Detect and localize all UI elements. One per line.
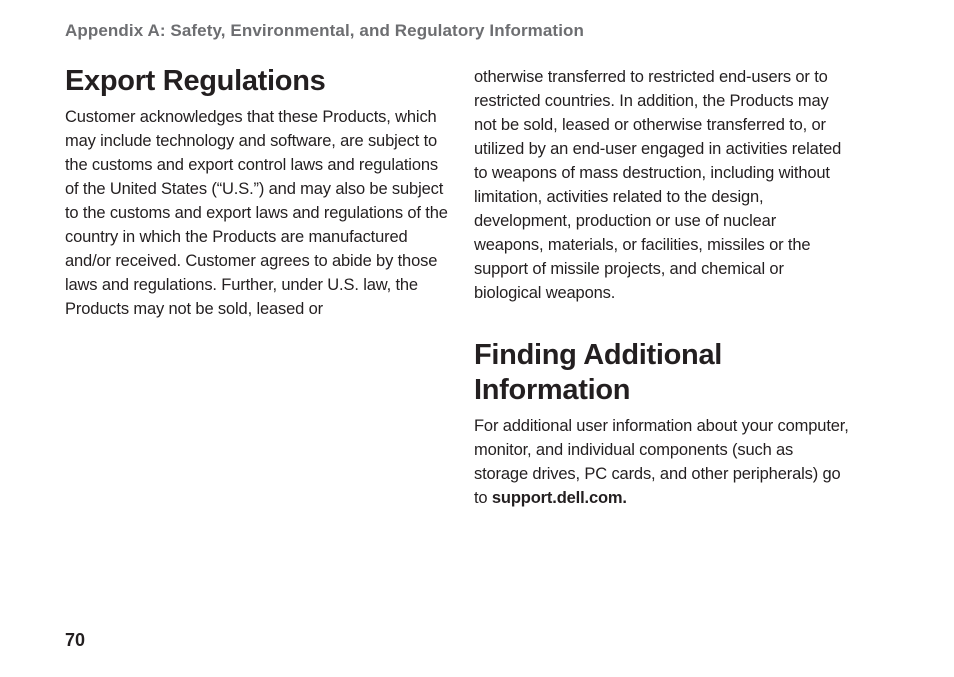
page-number: 70	[65, 630, 86, 650]
finding-additional-information-heading: Finding Additional Information	[474, 339, 723, 406]
finding-additional-information-body	[474, 414, 849, 510]
export-regulations-body-part1: Customer acknowledges that these Products, which may include technology and software, are subject to the customs and export control laws and regulations of the United States (“U.S.”) and may also be subject to the customs and export laws and regulations of the country in which the Products are manufactured and/or received. Customer agrees to abide by those laws and regulations. Further, under U.S. law, the Products may not be sold, leased or	[65, 108, 448, 318]
export-regulations-body-part2: otherwise transferred to restricted end-users or to restricted countries. In addition, the Products may not be sold, leased or otherwise transferred to, or utilized by an end-user engaged in activities related to weapons of mass destruction, including without limitation, activities related to the design, development, production or use of nuclear weapons, materials, or facilities, missiles or the support of missile projects, and chemical or biological weapons.	[474, 68, 842, 302]
running-header: Appendix A: Safety, Environmental, and Regulatory Information	[65, 21, 584, 40]
additional-information-text: For additional user information about your computer, monitor, and individual components (such as storage drives, PC cards, and other peripherals) go to	[474, 417, 849, 507]
support-dell-link[interactable]: support.dell.com.	[491, 489, 627, 507]
export-regulations-heading: Export Regulations	[65, 65, 326, 97]
